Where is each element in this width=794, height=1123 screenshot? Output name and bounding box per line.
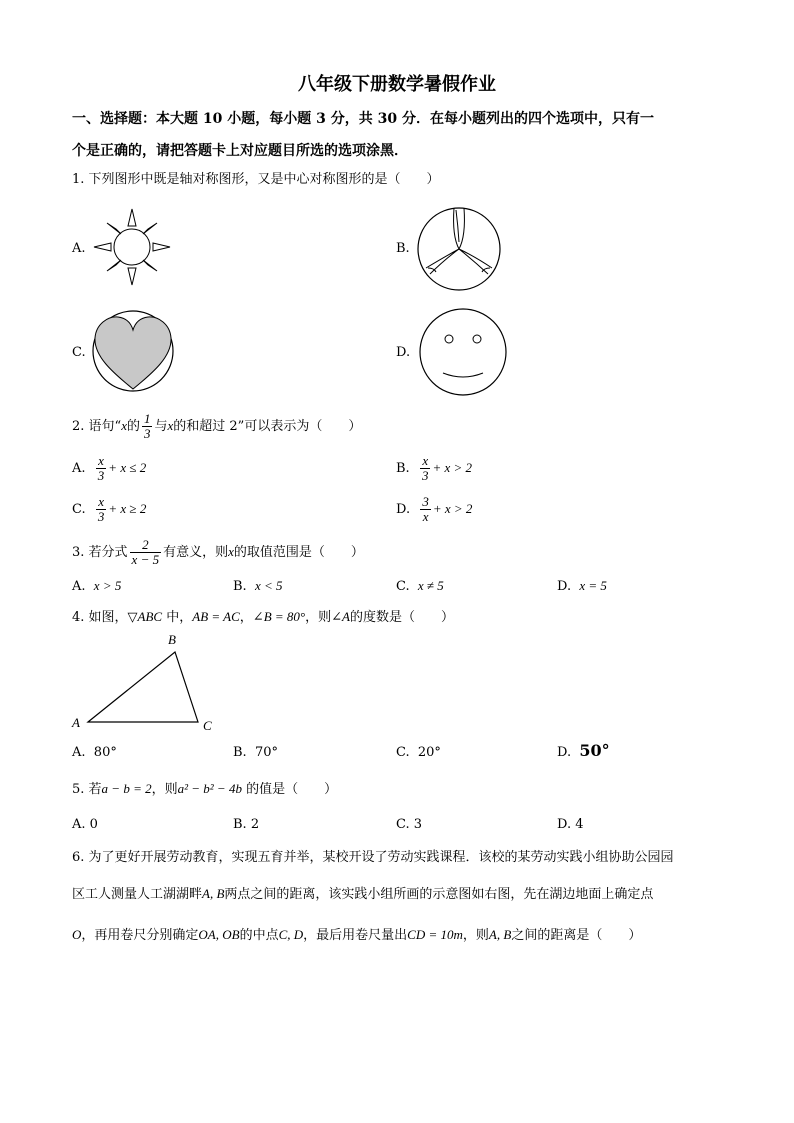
circle-with-three-curves-icon xyxy=(416,206,502,292)
q2-option-c: C. $\frac{x}{3}$ + x ≥ 2 xyxy=(72,494,147,524)
heart-in-circle-icon xyxy=(92,310,174,392)
q2-option-a: A. $\frac{x}{3}$ + x ≤ 2 xyxy=(72,453,147,483)
q4-option-d: D. 50° xyxy=(557,741,610,760)
q2-option-b: B. $\frac{x}{3}$ + x > 2 xyxy=(396,453,473,483)
q5-option-b: B. 2 xyxy=(233,817,260,832)
sun-icon xyxy=(90,205,180,290)
q2-stem-text: 的 xyxy=(126,419,140,434)
q4-option-b: B. 70° xyxy=(233,745,278,760)
section-heading-line2: 个是正确的，请把答题卡上对应题目所选的选项涂黑． xyxy=(72,143,408,159)
q4-angle-a: ∠A xyxy=(331,609,350,624)
q5-option-d: D. 4 xyxy=(557,817,584,832)
q5-option-a: A. 0 xyxy=(72,817,98,832)
q1-stem: 1. 下列图形中既是轴对称图形，又是中心对称图形的是（ ） xyxy=(72,172,440,187)
q5-stem: 5. 若a − b = 2，则a² − b² − 4b 的值是（ ） xyxy=(72,781,338,797)
q6-line-1: 6. 为了更好开展劳动教育，实现五育并举，某校开设了劳动实践课程．该校的某劳动实践小组协助公园园 xyxy=(72,850,674,865)
q2-var-x: x xyxy=(167,418,174,433)
q3-stem xyxy=(72,538,364,567)
q1-option-c-label: C. xyxy=(72,345,86,360)
q5-condition: a − b = 2 xyxy=(101,781,152,796)
q2-option-d: D. $\frac{3}{x}$ + x > 2 xyxy=(396,494,473,524)
q6-line-2: 区工人测量人工湖湖畔A, B两点之间的距离，该实践小组所画的示意图如右图，先在湖边地面上确定点 xyxy=(72,886,654,902)
q3-option-b: B. x < 5 xyxy=(233,578,283,594)
q3-var-x: x xyxy=(228,544,234,559)
q2-var-x: x xyxy=(121,418,127,433)
vertex-label-a: A xyxy=(72,715,80,730)
q4-option-c: C. 20° xyxy=(396,745,441,760)
q4-stem: 4. 如图，▽ABC 中，AB = AC，∠B = 80°，则∠A的度数是（ ） xyxy=(72,609,454,625)
q6-line-3: O，再用卷尺分别确定OA, OB的中点C, D，最后用卷尺量出CD = 10m，则A, B之间的距离是（ ） xyxy=(72,927,642,943)
q4-option-a: A. 80° xyxy=(72,745,117,760)
section-heading-line1: 一、选择题：本大题 10 小题，每小题 3 分，共 30 分．在每小题列出的四个选项中，只有一 xyxy=(72,111,654,127)
q3-stem-suffix: 的取值范围是（ ） xyxy=(233,545,364,560)
q2-stem-prefix: 2. 语句“ xyxy=(72,419,122,434)
q1-option-a-label: A. xyxy=(72,241,86,256)
q3-fraction: $\frac{2}{x - 5}$ xyxy=(131,537,160,567)
q2-stem-suffix: 的和超过 2”可以表示为（ ） xyxy=(173,419,362,434)
q4-triangle-name: ▽ABC xyxy=(127,609,163,624)
q2-fraction: $\frac{1}{3}$ xyxy=(143,411,151,441)
q3-option-d: D. x = 5 xyxy=(557,578,607,594)
vertex-label-c: C xyxy=(203,718,212,733)
page-title: 八年级下册数学暑假作业 xyxy=(298,74,496,95)
q3-option-c: C. x ≠ 5 xyxy=(396,578,444,594)
q2-stem xyxy=(72,412,361,441)
q1-option-d-label: D. xyxy=(396,345,411,360)
q2-stem-text: 与 xyxy=(154,419,168,434)
vertex-label-b: B xyxy=(168,632,176,647)
q1-option-b-label: B. xyxy=(396,241,410,256)
smiley-face-icon xyxy=(418,307,508,397)
q5-option-c: C. 3 xyxy=(396,817,423,832)
q3-stem-text: 有意义，则 xyxy=(163,545,229,560)
q5-expression: a² − b² − 4b xyxy=(177,781,242,796)
q4-condition-1: AB = AC xyxy=(192,609,240,624)
q3-option-a: A. x > 5 xyxy=(72,578,122,594)
q3-stem-prefix: 3. 若分式 xyxy=(72,545,128,560)
q4-condition-2: ∠B = 80° xyxy=(252,609,306,624)
